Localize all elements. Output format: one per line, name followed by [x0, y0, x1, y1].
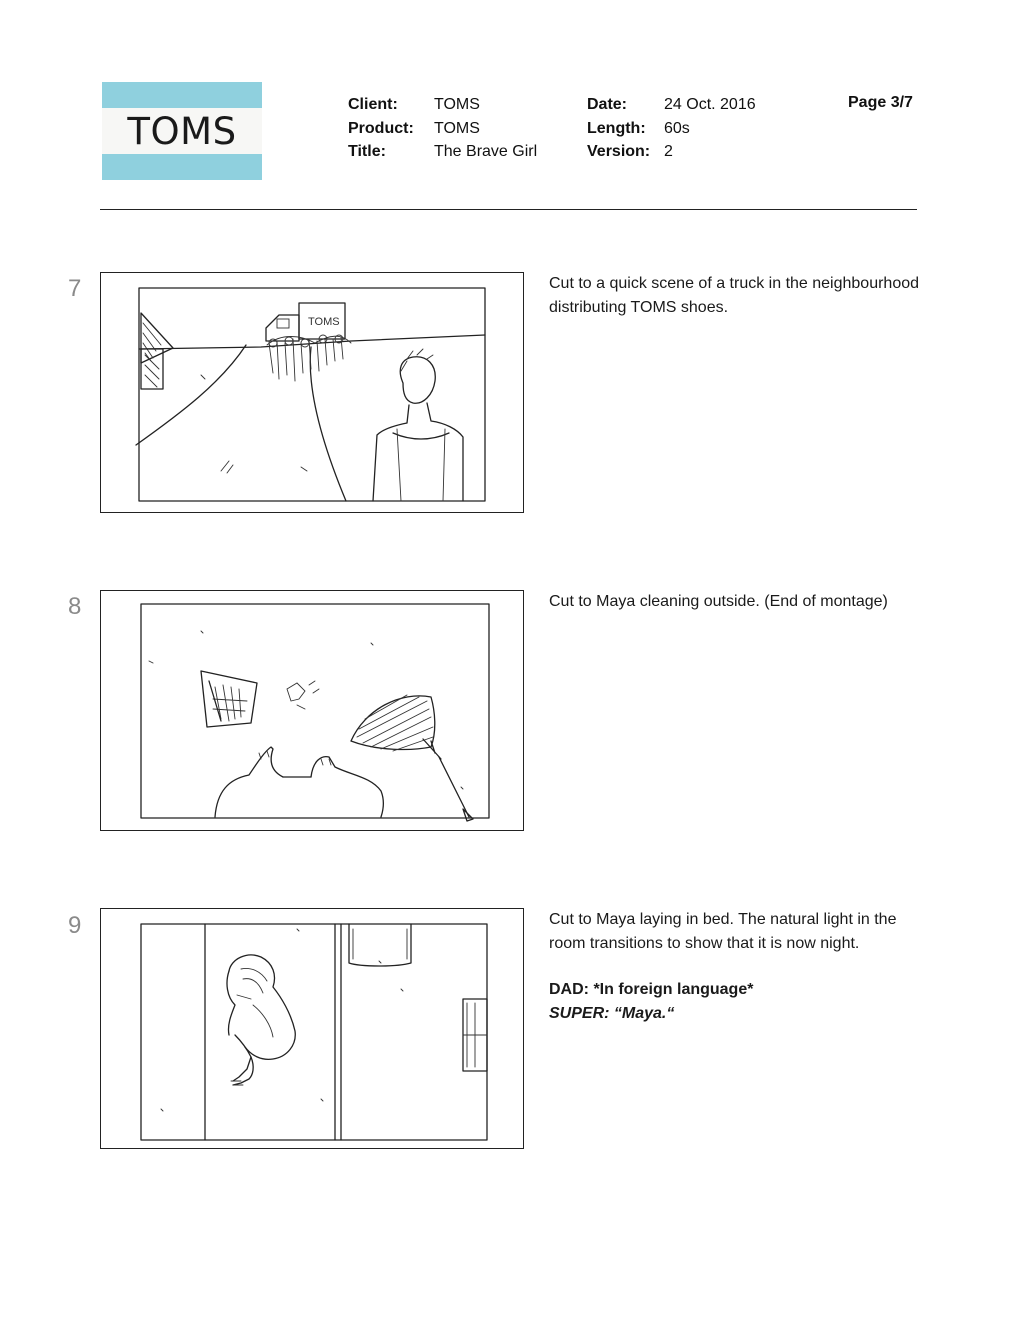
storyboard-frame-8: [100, 590, 524, 831]
client-value: TOMS: [434, 96, 480, 113]
sketch-truck-scene: [101, 273, 523, 512]
length-label: Length:: [587, 119, 646, 137]
page-number: Page 3/7: [848, 94, 913, 111]
dialogue-line: DAD: *In foreign language*: [549, 981, 754, 998]
scene-number: 8: [68, 593, 82, 620]
super-line: SUPER: “Maya.“: [549, 1004, 675, 1022]
toms-logo: [102, 82, 262, 180]
truck-sketch-label: TOMS: [308, 316, 340, 328]
sketch-bed-scene: [101, 909, 523, 1148]
product-label: Product:: [348, 119, 414, 137]
meta-values-col1: [434, 93, 537, 164]
version-value: 2: [664, 143, 673, 160]
meta-labels-col2: [587, 93, 650, 164]
client-label: Client:: [348, 96, 398, 113]
meta-values-col2: [664, 93, 756, 164]
date-value: 24 Oct. 2016: [664, 96, 756, 113]
description-text: Cut to Maya laying in bed. The natural light in the room transitions to show that it is now night.: [549, 911, 897, 952]
title-label: Title:: [348, 143, 386, 160]
sketch-cleaning-scene: [101, 591, 523, 830]
scene-description: [549, 908, 919, 1025]
storyboard-frame-9: [100, 908, 524, 1149]
title-value: The Brave Girl: [434, 143, 538, 160]
meta-labels-col1: [348, 93, 414, 164]
product-value: TOMS: [434, 119, 480, 137]
length-value: 60s: [664, 119, 690, 137]
logo-text: TOMS: [127, 109, 237, 153]
description-text: Cut to a quick scene of a truck in the neighbourhood distributing TOMS shoes.: [549, 275, 920, 316]
description-text: Cut to Maya cleaning outside. (End of montage): [549, 593, 888, 610]
scene-number: 7: [68, 275, 82, 302]
storyboard-frame-7: [100, 272, 524, 513]
date-label: Date:: [587, 96, 628, 113]
scene-description: [549, 590, 919, 614]
scene-number: 9: [68, 912, 82, 939]
version-label: Version:: [587, 143, 651, 160]
scene-description: [549, 272, 919, 319]
header-divider: [100, 209, 917, 210]
